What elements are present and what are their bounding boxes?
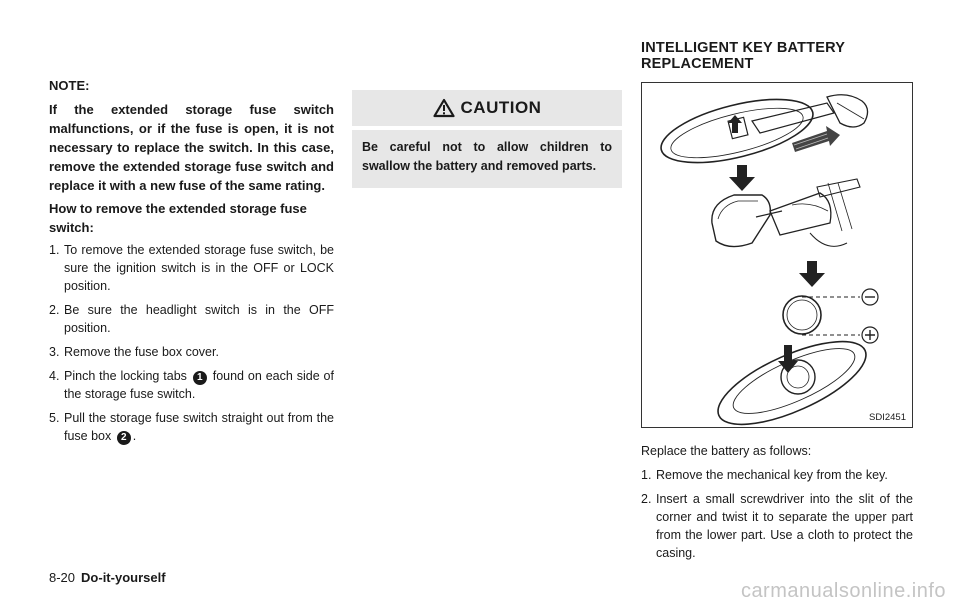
callout-marker-1: 1 xyxy=(193,371,207,385)
callout-marker-2: 2 xyxy=(117,431,131,445)
battery-replacement-diagram xyxy=(642,83,912,427)
list-item: 3. Remove the fuse box cover. xyxy=(49,345,219,359)
right-column xyxy=(641,40,913,568)
list-item: 1. To remove the extended storage fuse switch, be sure the ignition switch is in the OFF or LOCK position. xyxy=(49,243,334,293)
key-battery-illustration xyxy=(641,82,913,428)
page-footer xyxy=(49,570,166,585)
list-item: 5. Pull the storage fuse switch straight out from the fuse box 2 . xyxy=(49,411,334,443)
battery-steps-list xyxy=(641,466,913,562)
caution-title: CAUTION xyxy=(460,98,542,117)
howto-heading: How to remove the extended storage fuse switch: xyxy=(49,201,307,235)
list-item: 4. Pinch the locking tabs 1 found on each side of the storage fuse switch. xyxy=(49,369,334,401)
battery-intro: Replace the battery as follows: xyxy=(641,444,812,458)
warning-triangle-icon xyxy=(433,98,455,118)
list-item: 2. Insert a small screwdriver into the slit of the corner and twist it to separate the upper part from the lower part. Use a cloth to protect the casing. xyxy=(641,492,913,560)
middle-column xyxy=(352,90,622,188)
note-text: If the extended storage fuse switch malfunctions, or if the fuse is open, it is not necessary to replace the switch. In this case, remove the extended storage fuse switch and replace it with a new fuse of the same rating. xyxy=(49,102,334,193)
fuse-steps-list xyxy=(49,241,334,445)
caution-box xyxy=(352,90,622,188)
section-title: INTELLIGENT KEY BATTERY REPLACEMENT xyxy=(641,40,846,72)
note-heading: NOTE: xyxy=(49,78,90,93)
left-column xyxy=(49,78,334,451)
list-item: 1. Remove the mechanical key from the key. xyxy=(641,468,888,482)
caution-header xyxy=(352,90,622,126)
list-item: 2. Be sure the headlight switch is in the OFF position. xyxy=(49,303,334,335)
figure-code: SDI2451 xyxy=(869,412,906,423)
footer-section: Do-it-yourself xyxy=(81,570,166,585)
caution-text: Be careful not to allow children to swallow the battery and removed parts. xyxy=(362,140,612,173)
page-number: 8-20 xyxy=(49,570,76,585)
watermark: carmanualsonline.info xyxy=(740,580,946,602)
